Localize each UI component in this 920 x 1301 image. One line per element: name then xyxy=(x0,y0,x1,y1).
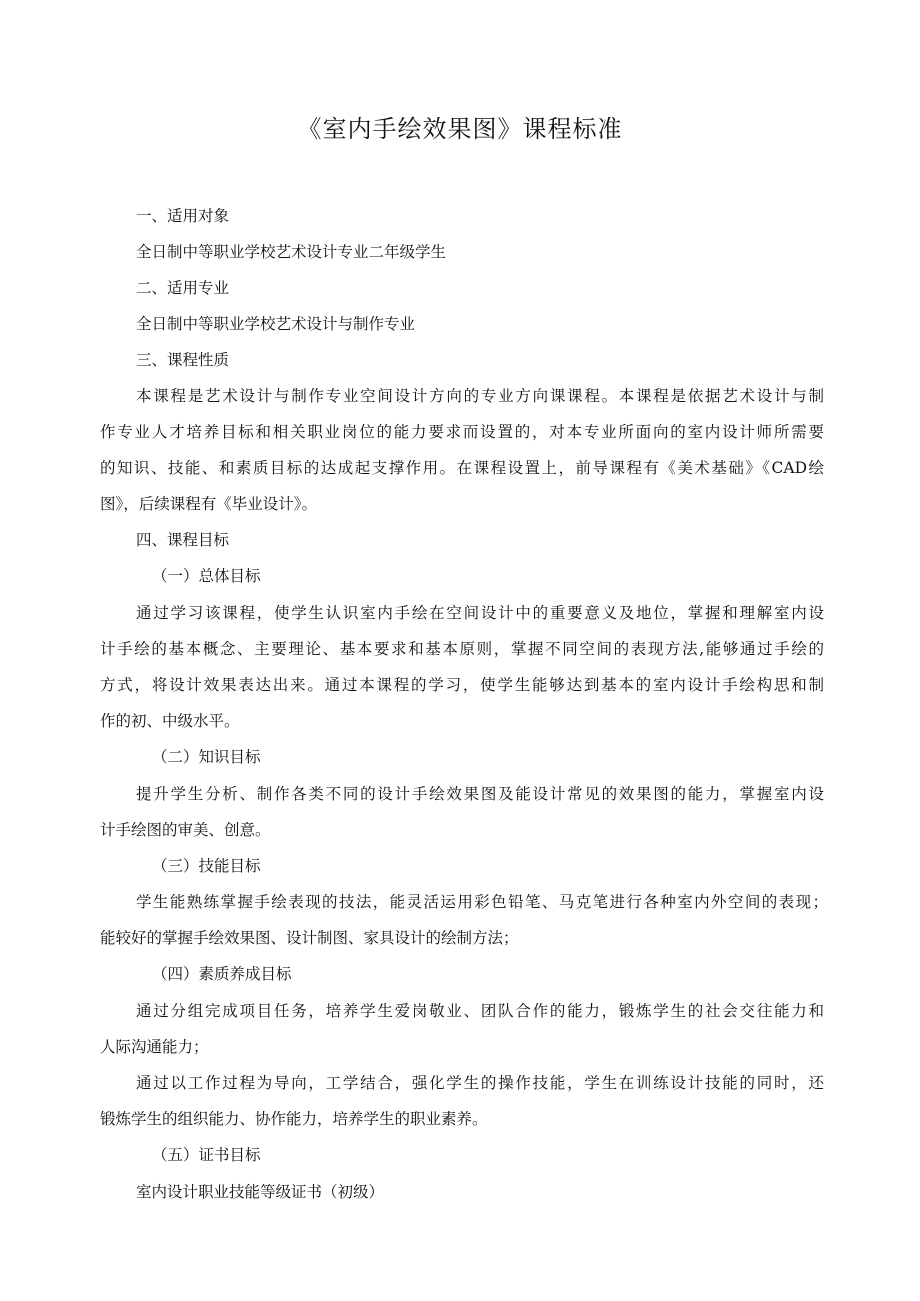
subheading-quality-goal: （四）素质养成目标 xyxy=(152,965,292,983)
paragraph-line: 方式，将设计效果表达出来。通过本课程的学习，使学生能够达到基本的室内设计手绘构思和制 xyxy=(100,676,824,694)
paragraph-line: 作专业人才培养目标和相关职业岗位的能力要求而设置的，对本专业所面向的室内设计师所需要 xyxy=(100,423,824,441)
section-heading-course-nature: 三、课程性质 xyxy=(136,351,230,369)
paragraph-line: 图》，后续课程有《毕业设计》。 xyxy=(100,495,318,513)
paragraph-line: 计手绘图的审美、创意。 xyxy=(100,821,271,839)
paragraph-line: 能较好的掌握手绘效果图、设计制图、家具设计的绘制方法； xyxy=(100,929,519,947)
section-text-applicable-major: 全日制中等职业学校艺术设计与制作专业 xyxy=(136,315,416,333)
subheading-certificate-goal: （五）证书目标 xyxy=(152,1146,261,1164)
paragraph-line: 通过分组完成项目任务，培养学生爱岗敬业、团队合作的能力，锻炼学生的社会交往能力和 xyxy=(136,1002,824,1020)
section-heading-target-audience: 一、适用对象 xyxy=(136,207,230,225)
subheading-overall-goal: （一）总体目标 xyxy=(152,567,261,585)
paragraph-line: 的知识、技能、和素质目标的达成起支撑作用。在课程设置上，前导课程有《美术基础》《CAD绘 xyxy=(100,459,824,477)
section-text-certificate: 室内设计职业技能等级证书（初级） xyxy=(136,1183,385,1201)
paragraph-line: 计手绘的基本概念、主要理论、基本要求和基本原则，掌握不同空间的表现方法,能够通过手绘的 xyxy=(100,640,824,658)
subheading-knowledge-goal: （二）知识目标 xyxy=(152,748,261,766)
section-heading-course-objectives: 四、课程目标 xyxy=(136,531,230,549)
subheading-skill-goal: （三）技能目标 xyxy=(152,857,261,875)
section-text-target-audience: 全日制中等职业学校艺术设计专业二年级学生 xyxy=(136,243,447,261)
page-title: 《室内手绘效果图》课程标准 xyxy=(297,115,623,143)
section-heading-applicable-major: 二、适用专业 xyxy=(136,279,230,297)
paragraph-line: 作的初、中级水平。 xyxy=(100,712,240,730)
paragraph-line: 学生能熟练掌握手绘表现的技法，能灵活运用彩色铅笔、马克笔进行各种室内外空间的表现； xyxy=(136,893,828,911)
paragraph-line: 通过以工作过程为导向，工学结合，强化学生的操作技能，学生在训练设计技能的同时，还 xyxy=(136,1074,824,1092)
paragraph-line: 通过学习该课程，使学生认识室内手绘在空间设计中的重要意义及地位，掌握和理解室内设 xyxy=(136,604,824,622)
paragraph-line: 提升学生分析、制作各类不同的设计手绘效果图及能设计常见的效果图的能力，掌握室内设 xyxy=(136,785,824,803)
paragraph-line: 人际沟通能力； xyxy=(100,1038,209,1056)
paragraph-line: 本课程是艺术设计与制作专业空间设计方向的专业方向课课程。本课程是依据艺术设计与制 xyxy=(136,387,824,405)
paragraph-line: 锻炼学生的组织能力、协作能力，培养学生的职业素养。 xyxy=(100,1110,488,1128)
